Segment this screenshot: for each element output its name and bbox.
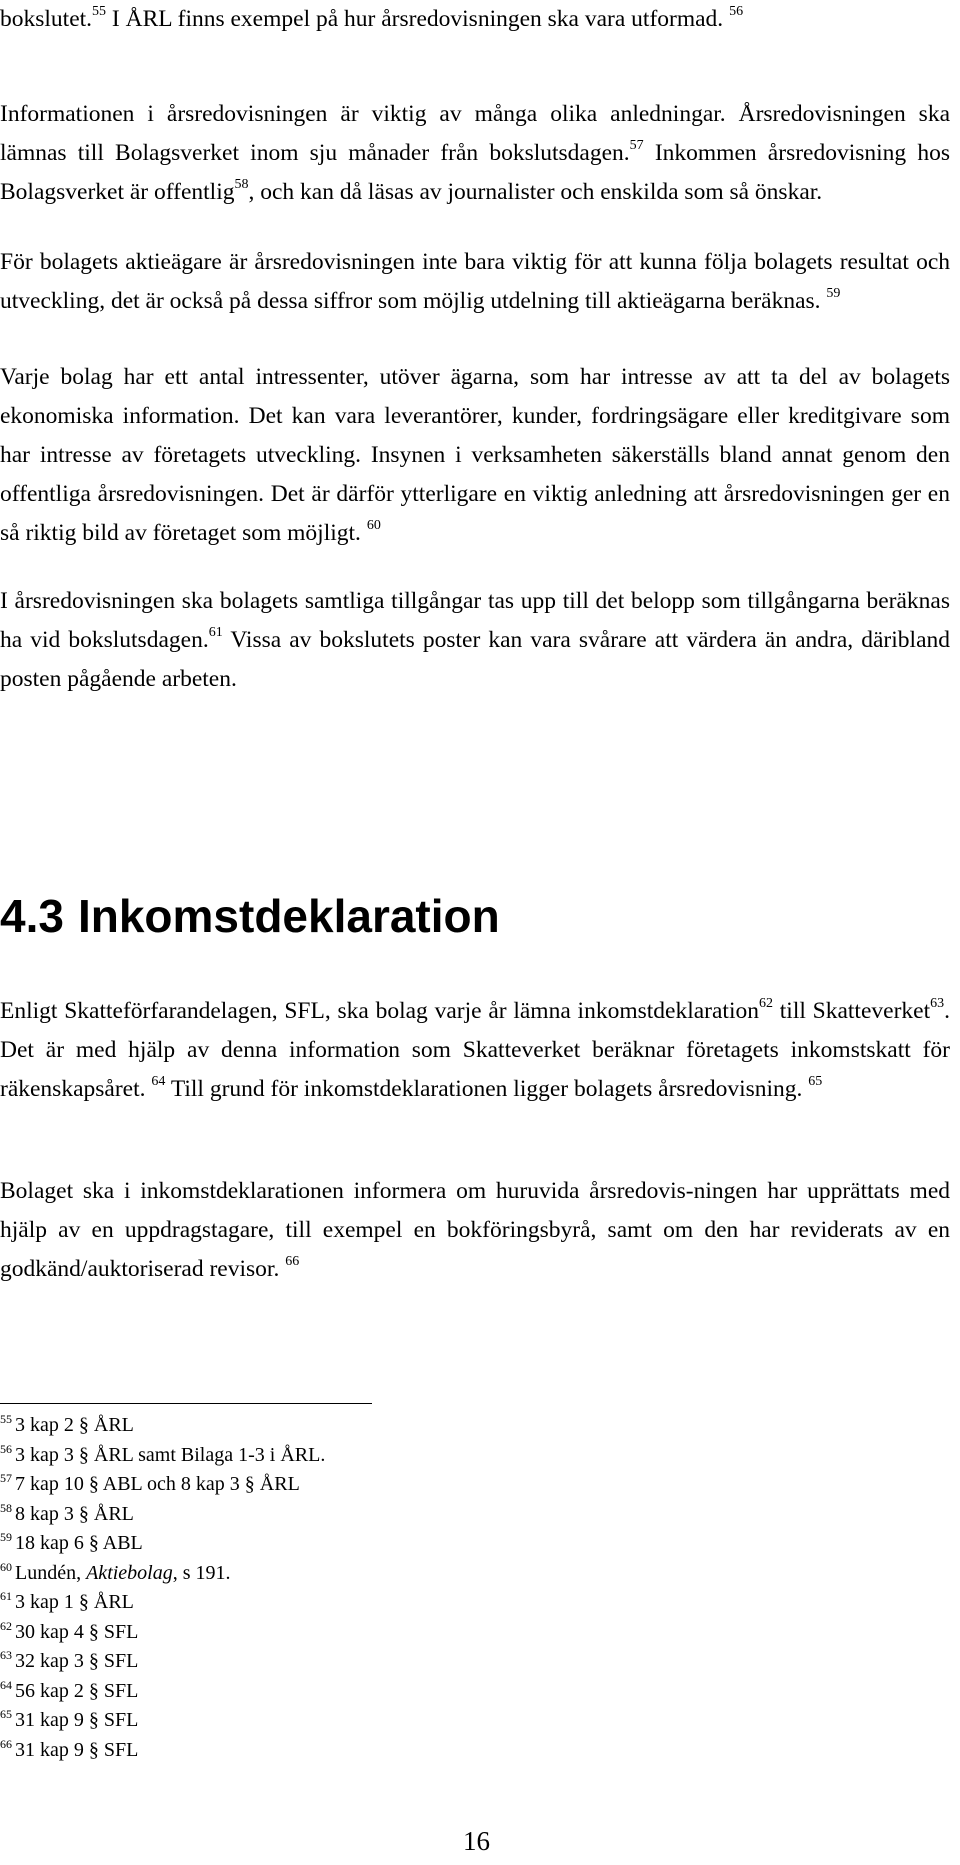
footnote-text: Lundén,: [15, 1561, 87, 1584]
footnote-number: 61: [0, 1589, 12, 1604]
footnote-text: 31 kap 9 § SFL: [15, 1738, 139, 1761]
footnote-number: 60: [0, 1559, 12, 1574]
text-run: bokslutet.: [0, 6, 93, 32]
paragraph-4: [0, 358, 950, 553]
footnote-number: 66: [0, 1736, 12, 1751]
footnote-ref: 59: [826, 286, 841, 302]
footnote-number: 55: [0, 1412, 12, 1427]
footnote-number: 56: [0, 1441, 12, 1456]
text-run: Vissa av bokslutets poster kan vara svårare att värdera än andra, däribland posten pågående arbeten.: [0, 627, 951, 692]
text-run: I årsredovisningen ska bolagets samtliga tillgångar tas upp till det belopp som tillgångarna beräknas ha vid bokslutsdagen.: [0, 588, 950, 653]
paragraph-2: [0, 95, 950, 212]
footnote-text: 3 kap 2 § ÅRL: [15, 1414, 134, 1436]
footnote: [0, 1736, 325, 1766]
section-number: 4.3: [0, 890, 64, 942]
footnote-ref: 64: [151, 1074, 166, 1090]
paragraph-5: [0, 582, 950, 699]
footnote-text: 3 kap 1 § ÅRL: [15, 1591, 134, 1613]
footnote: [0, 1706, 325, 1736]
footnote-divider: [0, 1403, 372, 1404]
text-run: Enligt Skatteförfarandelagen, SFL, ska bolag varje år lämna inkomstdeklaration: [0, 998, 759, 1024]
footnote-ref: 65: [808, 1074, 823, 1090]
footnote-list: [0, 1411, 325, 1765]
paragraph-3: [0, 243, 950, 321]
text-run: till Skatteverket: [772, 998, 931, 1024]
footnote-number: 63: [0, 1648, 12, 1663]
footnote: [0, 1647, 325, 1677]
text-run: , och kan då läsas av journalister och enskilda som så önskar.: [248, 179, 823, 205]
footnote: [0, 1529, 325, 1559]
footnote-text: 3 kap 3 § ÅRL samt Bilaga 1-3 i ÅRL.: [15, 1443, 326, 1466]
footnote-number: 58: [0, 1500, 12, 1515]
footnote-ref: 66: [285, 1254, 300, 1270]
paragraph-1: [0, 0, 950, 39]
footnote-text: 7 kap 10 § ABL och 8 kap 3 § ÅRL: [15, 1473, 300, 1495]
footnote: [0, 1588, 325, 1618]
text-run: Varje bolag har ett antal intressenter, utöver ägarna, som har intresse av att ta del av bolagets ekonomiska information. Det kan vara leverantörer, kunder, fordringsägare eller kreditgivare som har intresse av företagets utveckling. Insynen i verksamheten säkerställs bland annat genom den offentliga årsredovisningen. Det är därför ytterligare en viktig anledning att årsredovisningen ger en så riktig bild av företaget som möjligt.: [0, 364, 950, 546]
page-number: 16: [463, 1826, 490, 1856]
footnote-ref: 58: [234, 177, 249, 193]
text-run: Inkommen årsredovisning hos Bolagsverket är offentlig: [0, 140, 950, 205]
paragraph-6: [0, 992, 950, 1109]
footnote-ref: 57: [629, 138, 644, 154]
section-heading: [0, 888, 500, 944]
paragraph-7: [0, 1172, 950, 1289]
text-run: Bolaget ska i inkomstdeklarationen informera om huruvida årsredovis-ningen har upprättats med hjälp av en uppdragstagare, till exempel en bokföringsbyrå, samt om den har reviderats av en godkänd/auktoriserad revisor.: [0, 1178, 950, 1282]
footnote: [0, 1677, 325, 1707]
footnote: [0, 1500, 325, 1530]
footnote: [0, 1470, 325, 1500]
text-run: Till grund för inkomstdeklarationen ligger bolagets årsredovisning.: [165, 1076, 803, 1102]
text-run: . Det är med hjälp av denna information som Skatteverket beräknar företagets inkomstskatt för räkenskapsåret.: [0, 998, 950, 1102]
footnote-ref: 61: [208, 625, 223, 641]
text-run: Informationen i årsredovisningen är viktig av många olika anledningar. Årsredovisningen ska lämnas till Bolagsverket inom sju månader från bokslutsdagen.: [0, 101, 950, 166]
footnote-text: 30 kap 4 § SFL: [15, 1620, 139, 1643]
footnote-text: 8 kap 3 § ÅRL: [15, 1502, 134, 1525]
footnote: [0, 1559, 325, 1589]
footnote-ref: 55: [92, 4, 107, 20]
footnote-number: 62: [0, 1618, 12, 1633]
footnote-ref: 63: [930, 996, 945, 1012]
footnote: [0, 1411, 325, 1441]
footnote: [0, 1441, 325, 1471]
section-title: Inkomstdeklaration: [77, 890, 500, 942]
footnote-text: , s 191.: [172, 1561, 231, 1584]
footnote-text: 32 kap 3 § SFL: [15, 1650, 139, 1672]
text-run: För bolagets aktieägare är årsredovisningen inte bara viktig för att kunna följa bolagets resultat och utveckling, det är också på dessa siffror som möjlig utdelning till aktieägarna beräknas.: [0, 249, 950, 314]
footnote-ref: 60: [366, 518, 381, 534]
text-run: I ÅRL finns exempel på hur årsredovisningen ska vara utformad.: [106, 6, 724, 32]
footnote-number: 65: [0, 1707, 12, 1722]
footnote-ref: 62: [758, 996, 773, 1012]
footnote: [0, 1618, 325, 1648]
footnote-number: 57: [0, 1471, 12, 1486]
footnote-text: 56 kap 2 § SFL: [15, 1679, 139, 1702]
footnote-number: 64: [0, 1677, 12, 1692]
footnote-ref: 56: [729, 4, 744, 20]
footnote-text: 31 kap 9 § SFL: [15, 1709, 139, 1731]
footnote-text: 18 kap 6 § ABL: [15, 1532, 143, 1554]
footnote-number: 59: [0, 1530, 12, 1545]
footnote-book-title: Aktiebolag: [86, 1561, 173, 1584]
